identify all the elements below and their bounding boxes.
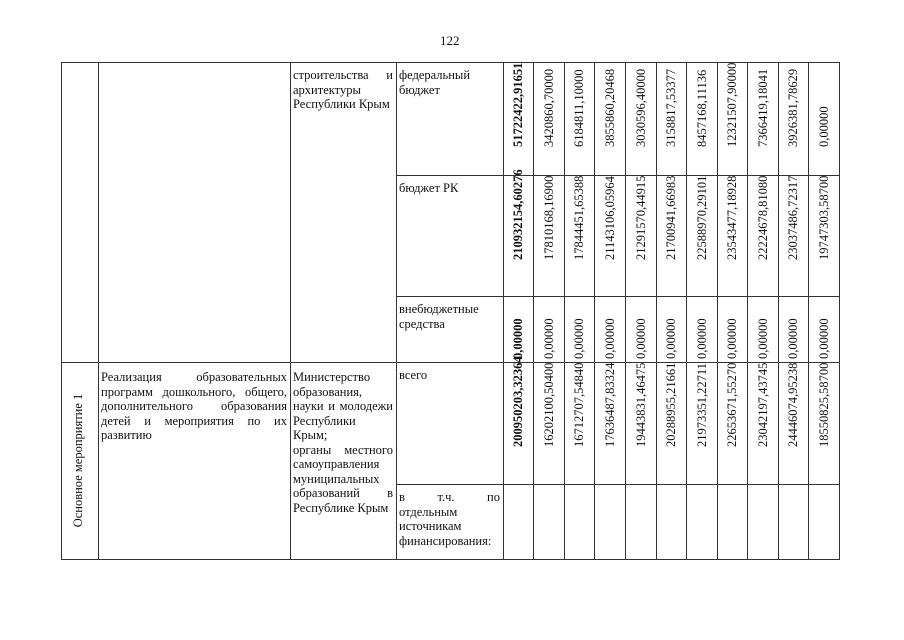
year-value: 23543477,18928 — [725, 175, 739, 260]
year-value: 17636487,83324 — [602, 362, 617, 447]
year-value: 0,00000 — [541, 318, 556, 359]
year-value: 0,00000 — [694, 318, 709, 359]
total-value: 210932154,60276 — [511, 169, 525, 260]
year-value: 21143106,05964 — [602, 176, 617, 260]
column-divider — [594, 62, 595, 560]
subrow-divider — [396, 175, 840, 176]
year-value: 16202100,50400 — [541, 362, 556, 447]
column-divider — [717, 62, 718, 560]
table-border-bottom — [61, 559, 840, 560]
executor-line: самоуправления — [293, 457, 380, 471]
year-value: 24446074,95238 — [786, 362, 800, 447]
column-divider — [625, 62, 626, 560]
year-value: 18550825,58700 — [816, 362, 831, 447]
subrow-divider — [396, 296, 840, 297]
executor-line: Крым; — [293, 428, 328, 442]
year-value: 22224678,81080 — [755, 175, 770, 260]
year-value: 3926381,78629 — [786, 68, 800, 147]
funding-source-line: средства — [399, 316, 445, 331]
column-divider — [98, 62, 99, 560]
column-divider — [290, 62, 291, 560]
executor-line: образований в — [293, 486, 393, 500]
table-border-side — [839, 62, 840, 560]
executor-line: муниципальных — [293, 471, 380, 486]
column-divider — [656, 62, 657, 560]
column-divider — [396, 62, 397, 560]
year-value: 20288955,21661 — [664, 362, 678, 447]
total-value: 51722422,91651 — [511, 62, 525, 147]
executor-line: науки и молодежи — [293, 399, 393, 413]
year-value: 0,00000 — [816, 318, 831, 359]
column-divider — [778, 62, 779, 560]
total-value: 200950203,32364 — [511, 356, 525, 447]
funding-source-line: финансирования: — [399, 533, 492, 548]
year-value: 0,00000 — [633, 318, 648, 359]
year-value: 21291570,44915 — [633, 175, 648, 260]
funding-source-line: федеральный — [399, 68, 471, 82]
subrow-divider — [396, 484, 840, 485]
executor-line: Республики — [293, 413, 356, 428]
event-side-label: Основное мероприятие 1 — [71, 393, 85, 528]
year-value: 3855860,20468 — [602, 68, 617, 147]
description-line: развитию — [101, 428, 152, 442]
year-value: 21973351,22711 — [694, 363, 709, 447]
year-value: 17844451,65388 — [572, 175, 586, 260]
year-value: 16712707,54840 — [572, 362, 586, 447]
executor-line: Республики Крым — [293, 97, 390, 111]
table-border-side — [61, 62, 62, 560]
year-value: 17810168,16900 — [541, 175, 556, 260]
year-value: 19443831,46475 — [633, 362, 648, 447]
executor-line: архитектуры — [293, 82, 361, 97]
executor-line: строительства и — [293, 68, 393, 82]
year-value: 7366419,18041 — [755, 68, 770, 147]
description-line: детей и мероприятия по их — [101, 413, 287, 428]
year-value: 3158817,53377 — [664, 68, 678, 147]
year-value: 0,00000 — [725, 318, 739, 359]
year-value: 23037486,72317 — [786, 175, 800, 260]
executor-line: образования, — [293, 384, 363, 399]
column-divider — [503, 62, 504, 560]
funding-source-line: бюджет РК — [399, 181, 459, 195]
year-value: 22588970,29101 — [694, 175, 709, 260]
funding-source-line: внебюджетные — [399, 302, 479, 316]
column-divider — [533, 62, 534, 560]
year-value: 3030596,40000 — [633, 68, 648, 147]
column-divider — [808, 62, 809, 560]
description-line: программ дошкольного, общего, — [101, 384, 287, 399]
year-value: 0,00000 — [755, 318, 770, 359]
row-divider — [61, 362, 840, 363]
table-border-top — [61, 62, 840, 63]
year-value: 3420860,70000 — [541, 68, 556, 147]
executor-line: Министерство — [293, 370, 371, 384]
column-divider — [564, 62, 565, 560]
year-value: 0,00000 — [786, 318, 800, 359]
year-value: 8457168,11136 — [694, 69, 709, 147]
year-value: 0,00000 — [572, 318, 586, 359]
year-value: 6184811,10000 — [572, 69, 586, 147]
executor-line: Республике Крым — [293, 500, 389, 515]
column-divider — [686, 62, 687, 560]
funding-source-line: бюджет — [399, 82, 440, 97]
executor-line: органы местного — [293, 442, 393, 457]
year-value: 0,00000 — [602, 318, 617, 359]
year-value: 23042197,43745 — [755, 362, 770, 447]
funding-source-line: отдельным — [399, 504, 458, 519]
description-line: Реализация образовательных — [101, 370, 287, 384]
column-divider — [747, 62, 748, 560]
funding-source-line: всего — [399, 368, 428, 382]
funding-source-line: в т.ч. по — [399, 490, 500, 504]
year-value: 22653671,55270 — [725, 362, 739, 447]
year-value: 0,00000 — [664, 318, 678, 359]
funding-source-line: источникам — [399, 519, 462, 533]
year-value: 19747303,58700 — [816, 175, 831, 260]
year-value: 21700941,66983 — [664, 175, 678, 260]
total-value: 0,00000 — [511, 318, 525, 359]
year-value: 12321507,90000 — [725, 62, 739, 147]
year-value: 0,00000 — [816, 106, 831, 147]
page-number: 122 — [440, 33, 460, 48]
description-line: дополнительного образования — [101, 399, 287, 413]
